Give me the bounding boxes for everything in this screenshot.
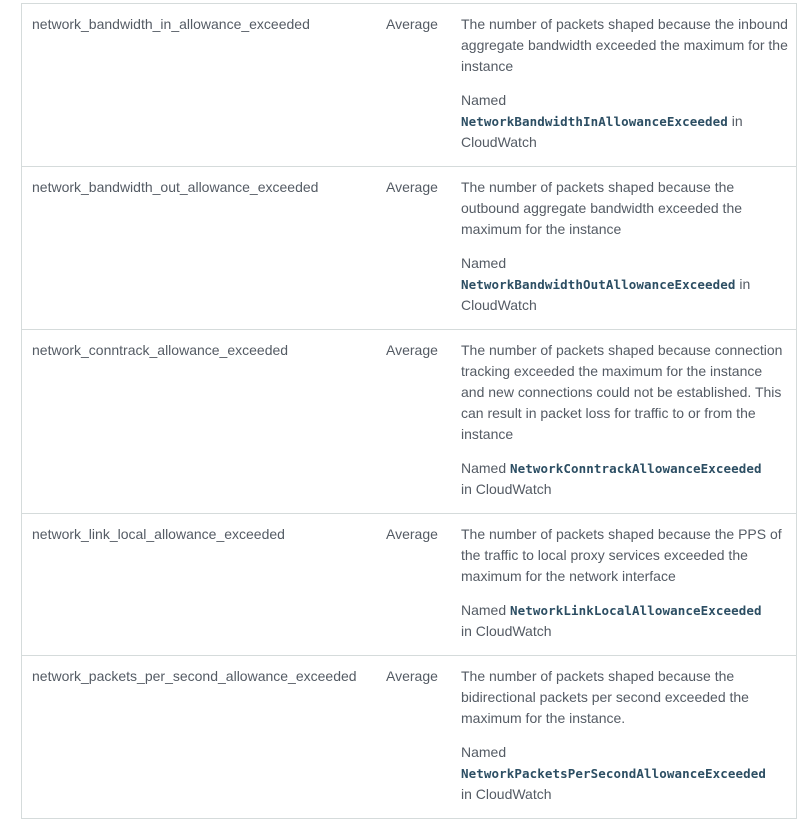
named-prefix: Named bbox=[461, 602, 507, 618]
cloudwatch-name-note bbox=[461, 600, 788, 642]
named-suffix: in CloudWatch bbox=[461, 481, 552, 497]
cloudwatch-name-note bbox=[461, 458, 788, 500]
metric-description: The number of packets shaped because connection tracking exceeded the maximum for the instance and new connections could not be established. This can result in packet loss for traffic to or from the instance bbox=[461, 342, 783, 442]
metric-statistic: Average bbox=[386, 668, 438, 684]
metric-description: The number of packets shaped because the PPS of the traffic to local proxy services exceeded the maximum for the network interface bbox=[461, 526, 782, 584]
cloudwatch-name-note bbox=[461, 90, 788, 153]
metric-description: The number of packets shaped because the bidirectional packets per second exceeded the maximum for the instance. bbox=[461, 668, 749, 726]
named-prefix: Named bbox=[461, 92, 507, 108]
metric-statistic: Average bbox=[386, 342, 438, 358]
named-suffix: in CloudWatch bbox=[461, 786, 552, 802]
named-suffix: in CloudWatch bbox=[461, 276, 751, 313]
named-suffix: in CloudWatch bbox=[461, 623, 552, 639]
table-row bbox=[22, 167, 796, 330]
metric-description: The number of packets shaped because the outbound aggregate bandwidth exceeded the maximum for the instance bbox=[461, 179, 743, 237]
cloudwatch-name-note bbox=[461, 742, 788, 805]
cloudwatch-metric-code: NetworkPacketsPerSecondAllowanceExceeded bbox=[461, 766, 767, 781]
table-row bbox=[22, 514, 796, 656]
metric-description-cell bbox=[451, 167, 796, 329]
metric-description-cell bbox=[451, 4, 796, 166]
named-suffix: in CloudWatch bbox=[461, 113, 743, 150]
metric-name: network_bandwidth_out_allowance_exceeded bbox=[32, 179, 319, 195]
metrics-table bbox=[21, 3, 797, 819]
metric-statistic: Average bbox=[386, 179, 438, 195]
cloudwatch-name-note bbox=[461, 253, 788, 316]
table-row bbox=[22, 330, 796, 514]
named-prefix: Named bbox=[461, 744, 507, 760]
metric-name: network_packets_per_second_allowance_exceeded bbox=[32, 668, 357, 684]
cloudwatch-metric-code: NetworkConntrackAllowanceExceeded bbox=[510, 461, 762, 476]
metric-description-cell bbox=[451, 514, 796, 655]
named-prefix: Named bbox=[461, 460, 507, 476]
metric-name: network_bandwidth_in_allowance_exceeded bbox=[32, 16, 310, 32]
table-row bbox=[22, 4, 796, 167]
metric-description: The number of packets shaped because the inbound aggregate bandwidth exceeded the maximum for the instance bbox=[461, 16, 788, 74]
table-row bbox=[22, 656, 796, 819]
cloudwatch-metric-code: NetworkBandwidthInAllowanceExceeded bbox=[461, 114, 728, 129]
cloudwatch-metric-code: NetworkLinkLocalAllowanceExceeded bbox=[510, 603, 762, 618]
metric-statistic: Average bbox=[386, 526, 438, 542]
metric-name: network_link_local_allowance_exceeded bbox=[32, 526, 285, 542]
metric-description-cell bbox=[451, 656, 796, 818]
cloudwatch-metric-code: NetworkBandwidthOutAllowanceExceeded bbox=[461, 277, 736, 292]
metric-name: network_conntrack_allowance_exceeded bbox=[32, 342, 289, 358]
metric-description-cell bbox=[451, 330, 796, 513]
metric-statistic: Average bbox=[386, 16, 438, 32]
named-prefix: Named bbox=[461, 255, 507, 271]
